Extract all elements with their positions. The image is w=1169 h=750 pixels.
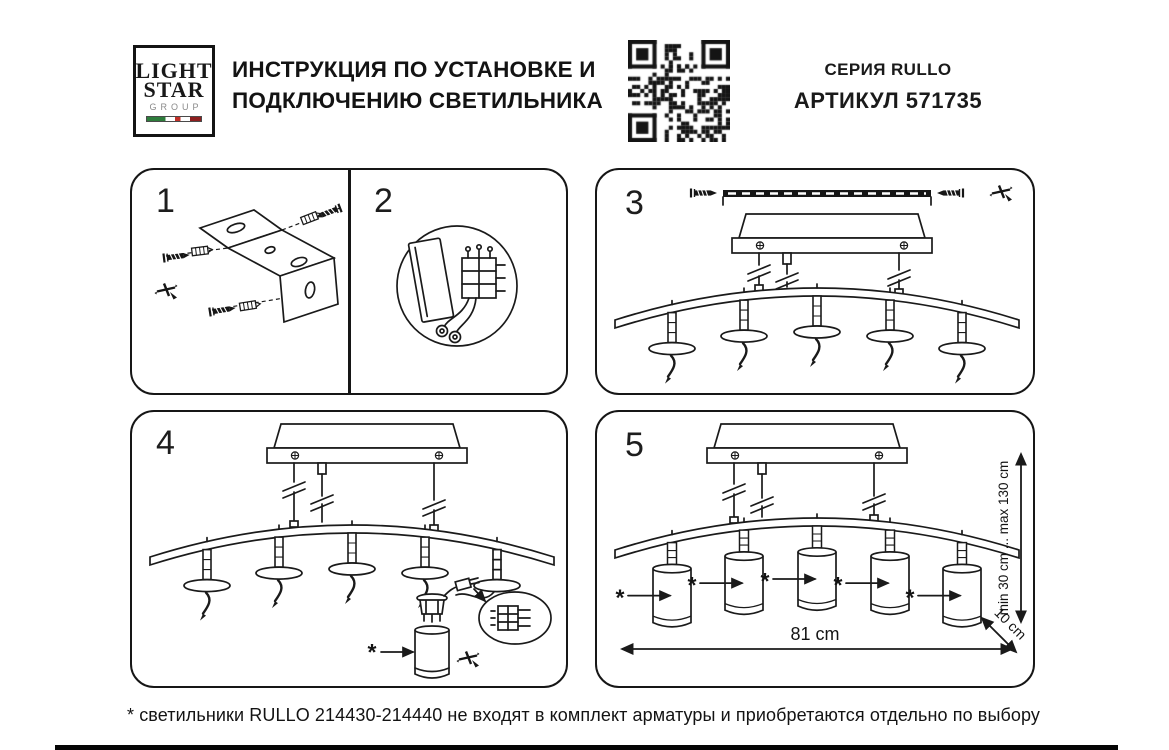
terminal-detail-circle — [479, 592, 551, 644]
width-dimension-label: 81 cm — [790, 624, 840, 644]
lightstar-logo — [133, 45, 215, 137]
rail-drops — [649, 296, 985, 384]
panel-step-3 — [595, 168, 1035, 395]
ceiling-canopy — [267, 424, 467, 463]
page-title-line2: ПОДКЛЮЧЕНИЮ СВЕТИЛЬНИКА — [232, 88, 603, 113]
italian-flag-stripe — [146, 116, 202, 122]
page-edge-bar — [55, 745, 1118, 750]
suspension-rods — [723, 463, 885, 523]
step-2-number: 2 — [374, 182, 393, 220]
height-dimension — [996, 454, 1021, 622]
lamp-connection-diagram — [132, 412, 565, 685]
footnote: * светильники RULLO 214430-214440 не входят в комплект арматуры и приобретаются отдельно по выбору — [127, 705, 1041, 725]
steps-1-2-diagram — [132, 170, 565, 392]
screw-rotation-icon — [457, 652, 480, 668]
panel-step-4 — [130, 410, 568, 688]
full-fixture-diagram — [597, 412, 1032, 685]
svg-text:*: * — [905, 584, 915, 611]
article-label: АРТИКУЛ 571735 — [793, 88, 983, 113]
height-dimension-label: min 30 cm ... max 130 cm — [996, 460, 1011, 616]
lamp-marker: * — [367, 639, 377, 665]
mounting-bracket-diagram — [155, 204, 342, 322]
ceiling-mount-diagram — [597, 170, 1032, 392]
ceiling-line — [723, 190, 931, 205]
svg-text:*: * — [833, 572, 843, 599]
step-1-number: 1 — [156, 182, 175, 220]
screw-rotation-icon — [155, 284, 178, 300]
svg-text:*: * — [760, 568, 770, 594]
screw-icon — [937, 189, 963, 198]
wire — [456, 592, 494, 598]
panel-steps-1-2 — [130, 168, 568, 395]
wiring-detail-diagram — [397, 226, 517, 346]
width-dimension — [622, 624, 1012, 649]
ceiling-canopy — [707, 424, 907, 463]
page-title — [232, 54, 632, 116]
step-3-number: 3 — [625, 184, 644, 222]
last-drop-with-connector — [456, 550, 520, 598]
suspension-rods — [283, 463, 445, 531]
step-4-number: 4 — [156, 424, 175, 462]
depth-dimension-label: 10 cm — [991, 604, 1030, 643]
logo-word-group: GROUP — [149, 101, 203, 112]
panel-step-5 — [595, 410, 1035, 688]
screw-icon — [691, 189, 717, 198]
ceiling-canopy — [732, 214, 932, 253]
cylinder-shades — [653, 526, 981, 627]
cylinder-shade — [415, 626, 449, 678]
page-title-line1: ИНСТРУКЦИЯ ПО УСТАНОВКЕ И — [232, 57, 596, 82]
svg-text:*: * — [687, 572, 697, 599]
depth-dimension — [982, 604, 1030, 652]
step-5-number: 5 — [625, 426, 644, 464]
product-info — [788, 60, 988, 114]
qr-code — [628, 40, 730, 142]
svg-text:*: * — [615, 584, 625, 611]
screw-rotation-icon — [990, 186, 1013, 202]
logo-word-light: LIGHT — [135, 57, 213, 83]
logo-word-star: STAR — [143, 76, 205, 102]
series-label: СЕРИЯ RULLO — [824, 60, 952, 79]
